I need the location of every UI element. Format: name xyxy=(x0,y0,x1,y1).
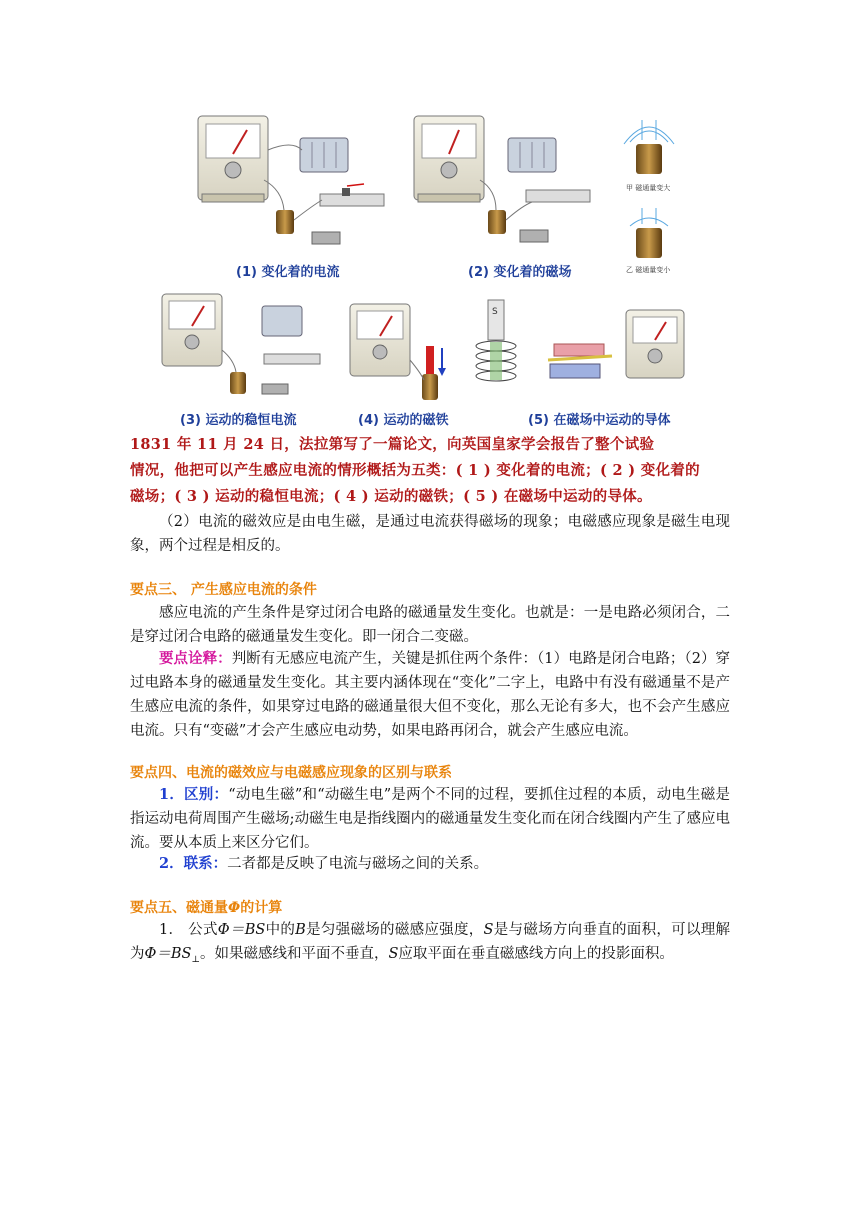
note-text: 判断有无感应电流产生，关键是抓住两个条件：（1）电路是闭合电路；（2）穿过电路本身的磁通量发生变化。其主要内涵体现在“变化”二字上，电路中有没有磁通量不是产生感应电流的条件，如果穿过电路的磁通量很大但不变化，那么无论有多大，也不会产生感应电流。只有“变磁”才会产生感应电动势，如果电路再闭合，就会产生感应电流。 xyxy=(130,651,731,739)
label-changing-magnetic-field: (2) 变化着的磁场 xyxy=(468,265,572,280)
caption-line-1: 1831 年 11 月 24 日，法拉第写了一篇论文，向英国皇家学会报告了整个试验 xyxy=(130,436,655,453)
flux-increase-diagram xyxy=(624,120,674,174)
conductor-in-field-diagram xyxy=(548,344,612,378)
section-5-formula-paragraph xyxy=(130,918,730,972)
caption-line-3: 磁场；( 3 ) 运动的稳恒电流；( 4 ) 运动的磁铁；( 5 ) 在磁场中运动的导体。 xyxy=(130,488,652,505)
section-4-item-1 xyxy=(130,783,730,855)
caption-line-2: 情况，他把可以产生感应电流的情形概括为五类：( 1 ) 变化着的电流；( 2 ) 变化着的 xyxy=(130,462,700,479)
switch-3 xyxy=(262,384,288,394)
battery-1 xyxy=(300,138,348,172)
formula-text-4: 。如果磁感线和平面不垂直， xyxy=(199,946,389,962)
solenoid-field-diagram xyxy=(476,300,516,381)
coil-3 xyxy=(230,372,246,394)
svg-text:S: S xyxy=(492,307,498,317)
galvanometer-3 xyxy=(162,294,222,366)
section-5-heading xyxy=(130,896,730,920)
label-flux-increase: 甲 磁通量变大 xyxy=(626,184,671,192)
symbol-b: B xyxy=(295,922,306,938)
flux-decrease-diagram xyxy=(630,208,668,258)
coil-2 xyxy=(488,210,506,234)
section-3-heading: 要点三、 产生感应电流的条件 xyxy=(130,582,317,598)
rheostat-2 xyxy=(526,190,590,202)
section-5-heading-text: 要点五、磁通量 xyxy=(130,900,228,916)
galvanometer-5 xyxy=(626,310,684,378)
label-moving-magnet: (4) 运动的磁铁 xyxy=(358,413,449,428)
formula-phi-bs: Φ＝BS xyxy=(217,922,266,938)
formula-text-2: 是匀强磁场的磁感应强度， xyxy=(305,922,484,938)
section-5-heading-suffix: 的计算 xyxy=(240,900,283,916)
label-flux-decrease: 乙 磁通量变小 xyxy=(626,266,671,274)
formula-intro: 1． 公式 xyxy=(159,922,218,938)
item-1-text: “动电生磁”和“动磁生电”是两个不同的过程，要抓住过程的本质，动电生磁是指运动电荷周围产生磁场;动磁生电是指线圈内的磁通量发生变化而在闭合线圈内产生了感应电流。要从本质上来区分它们。 xyxy=(130,787,730,851)
battery-3 xyxy=(262,306,302,336)
label-moving-steady-current: (3) 运动的稳恒电流 xyxy=(180,413,297,428)
perp-subscript: ⊥ xyxy=(191,954,200,965)
label-changing-current: (1) 变化着的电流 xyxy=(236,265,340,280)
symbol-s-2: S xyxy=(388,946,399,962)
item-2-label: 2．联系： xyxy=(159,855,228,872)
label-conductor-moving-in-field: (5) 在磁场中运动的导体 xyxy=(528,413,671,428)
paragraph-magnetic-effect: （2）电流的磁效应是由电生磁，是通过电流获得磁场的现象；电磁感应现象是磁生电现象，两个过程是相反的。 xyxy=(130,514,730,554)
galvanometer-1 xyxy=(198,116,268,202)
section-4-heading: 要点四、电流的磁效应与电磁感应现象的区别与联系 xyxy=(130,765,452,781)
galvanometer-4 xyxy=(350,304,410,376)
coil-1 xyxy=(276,210,294,234)
battery-2 xyxy=(508,138,556,172)
galvanometer-2 xyxy=(414,116,484,202)
switch-2 xyxy=(520,230,548,242)
coil-4 xyxy=(422,374,438,400)
item-1-label: 1．区别： xyxy=(159,786,229,803)
formula-text-1: 中的 xyxy=(265,922,296,938)
section-3-paragraph: 感应电流的产生条件是穿过闭合电路的磁通量发生变化。也就是：一是电路必须闭合，二是穿过闭合电路的磁通量发生变化。即一闭合二变磁。 xyxy=(130,605,730,645)
switch-1 xyxy=(312,232,340,244)
section-3-note xyxy=(130,647,730,743)
rheostat-3 xyxy=(264,354,320,364)
note-label: 要点诠释： xyxy=(159,650,232,667)
bar-magnet xyxy=(426,346,446,376)
formula-text-5: 应取平面在垂直磁感线方向上的投影面积。 xyxy=(398,946,674,962)
formula-phi-bs-perp: Φ＝BS xyxy=(144,946,192,962)
symbol-s: S xyxy=(483,922,494,938)
rheostat-1 xyxy=(320,184,384,206)
formula-text-3: 是与磁场方向垂直的面积，可以理解为 xyxy=(130,922,731,962)
section-4-item-2 xyxy=(130,852,730,876)
item-2-text: 二者都是反映了电流与磁场之间的关系。 xyxy=(227,856,489,872)
phi-symbol: Φ xyxy=(228,900,241,916)
figure-caption xyxy=(130,432,730,510)
